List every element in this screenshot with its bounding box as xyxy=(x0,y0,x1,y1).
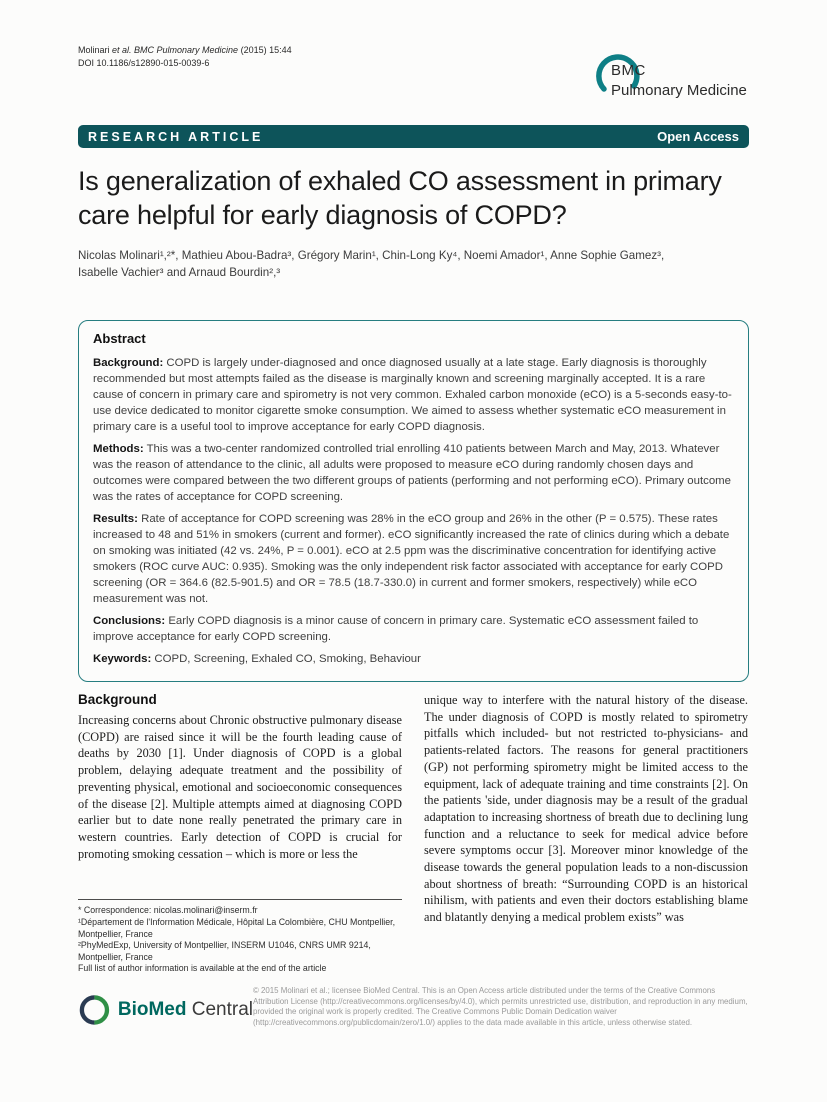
author-info-note: Full list of author information is available at the end of the article xyxy=(78,963,327,974)
doi-line: DOI 10.1186/s12890-015-0039-6 xyxy=(78,58,210,68)
footnotes-block xyxy=(78,899,402,975)
abstract-box xyxy=(78,320,749,682)
abstract-conclusions xyxy=(93,613,734,645)
research-article-label: RESEARCH ARTICLE xyxy=(88,129,264,144)
abstract-heading: Abstract xyxy=(93,331,146,346)
biomed-word: BioMed xyxy=(117,999,187,1020)
copyright-text: © 2015 Molinari et al.; licensee BioMed Central. This is an Open Access article distributed under the terms of the Creative Commons Attribution License (http://creativecommons.org/licenses/by/4.0), which permits unrestricted use, distribution, and reproduction in any medium, provided the original work is properly credited. The Creative Commons Public Domain Dedication waiver (http://creativecommons.org/publicdomain/zero/1.0/) applies to the data made available in this article, unless otherwise stated. xyxy=(253,986,748,1027)
left-column xyxy=(78,692,402,975)
biomed-central-logo xyxy=(78,984,253,1029)
abstract-conclusions-label: Conclusions: xyxy=(93,615,166,627)
citation-line xyxy=(78,44,292,57)
bmc-logo-journal-name: Pulmonary Medicine xyxy=(611,82,747,99)
authors-line-1: Nicolas Molinari¹,²*, Mathieu Abou-Badra³, Grégory Marin¹, Chin-Long Ky⁴, Noemi Amador¹, Anne Sophie Gamez³, xyxy=(78,249,665,262)
biomed-central-wordmark xyxy=(118,991,253,1029)
abstract-conclusions-text: Early COPD diagnosis is a minor cause of concern in primary care. Systematic eCO assessment failed to improve acceptance for early COPD screening. xyxy=(93,615,699,643)
footnote-divider xyxy=(78,899,402,900)
abstract-keywords-text: COPD, Screening, Exhaled CO, Smoking, Behaviour xyxy=(151,653,421,665)
abstract-background-text: COPD is largely under-diagnosed and once diagnosed usually at a late stage. Early diagnosis is thoroughly recommended but most attempts failed as the disease is marginally known and screening marginally accepted. It is a rare cause of concern in primary care and spirometry is not very common. Exhaled carbon monoxide (eCO) is a 5-seconds easy-to-use device dedicated to monitor cigarette smoke consumption. We aimed to assess whether systematic eCO measurement in primary care is a useful tool to improve acceptance for early COPD diagnosis. xyxy=(93,357,732,433)
biomed-ring-icon xyxy=(78,991,111,1029)
article-type-banner xyxy=(78,125,749,148)
abstract-keywords xyxy=(93,651,734,667)
central-word: Central xyxy=(186,999,253,1020)
affiliation-1: ¹Département de l'Information Médicale, Hôpital La Colombière, CHU Montpellier, Montpellier, France xyxy=(78,917,396,939)
affiliation-2: ²PhyMedExp, University of Montpellier, INSERM U1046, CNRS UMR 9214, Montpellier, France xyxy=(78,940,371,962)
citation-volume: (2015) 15:44 xyxy=(238,45,292,55)
background-section-heading: Background xyxy=(78,692,157,707)
page-footer xyxy=(78,984,749,1029)
body-paragraph-right: unique way to interfere with the natural history of the disease. The under diagnosis of COPD is mostly related to spirometry pitfalls which included- but not restricted to-physicians- and patients-related factors. The reasons for general practitioners (GP) not performing spirometry might be limited access to the equipment, lack of adequate training and time constraints [2]. On the patients 'side, under diagnosis may be a result of the gradual adaptation to increasing shortness of breath due to declining lung function and a reluctance to seek for medical advice before severe symptoms occur [3]. Moreover minor knowledge of the disease towards the general population leads to a non-discussion about shortness of breath: “Surrounding COPD is an historical nihilism, with patients and even their doctors establishing blame and blatantly denying a medical problem exists” was xyxy=(424,693,748,925)
bmc-journal-logo xyxy=(593,46,753,104)
article-title: Is generalization of exhaled CO assessment in primary care helpful for early diagnosis of COPD? xyxy=(78,166,722,230)
body-columns xyxy=(78,692,749,975)
citation-author: Molinari xyxy=(78,45,113,55)
right-column xyxy=(424,692,748,975)
background-paragraph: Increasing concerns about Chronic obstructive pulmonary disease (COPD) are raised since it will be the fourth leading cause of deaths by 2030 [1]. Under diagnosis of COPD is a global problem, delaying adequate treatment and the possibility of preventing physical, emotional and socioeconomic consequences of the disease [2]. Multiple attempts aimed at diagnosing COPD earlier but to date none really penetrated the primary care in western countries. Early detection of COPD is crucial for promoting smoking cessation – which is more or less the xyxy=(78,713,402,861)
abstract-results-text: Rate of acceptance for COPD screening was 28% in the eCO group and 26% in the other (P = 0.575). These rates increased to 48 and 51% in smokers (current and former). eCO significantly increased the rate of clinics during which a debate on smoking was initiated (42 vs. 24%, P = 0.001). eCO at 2.5 ppm was the discriminative concentration for identifying active smokers (ROC curve AUC: 0.935). Smoking was the only independent risk factor associated with acceptance for early COPD screening (OR = 364.6 (82.5-901.5) and OR = 78.5 (18.7-330.0) in current and former smokers, respectively) while eCO measurement was not. xyxy=(93,513,730,605)
abstract-keywords-label: Keywords: xyxy=(93,653,152,665)
abstract-results xyxy=(93,511,734,607)
correspondence-note: * Correspondence: nicolas.molinari@inserm.fr xyxy=(78,905,258,916)
masthead-citation xyxy=(78,44,292,70)
abstract-results-label: Results: xyxy=(93,513,138,525)
abstract-methods xyxy=(93,441,734,505)
abstract-background-label: Background: xyxy=(93,357,164,369)
abstract-methods-text: This was a two-center randomized controlled trial enrolling 410 patients between March and May, 2013. Whatever was the reason of attendance to the clinic, all adults were proposed to measure eCO during randomly chosen days and outcomes were compared between the two different groups of patients (performing and not performing eCO). Primary outcome was the rates of acceptance for COPD screening. xyxy=(93,443,731,503)
bmc-logo-acronym: BMC xyxy=(611,62,646,79)
abstract-methods-label: Methods: xyxy=(93,443,144,455)
open-access-label: Open Access xyxy=(657,129,739,144)
citation-journal: et al. BMC Pulmonary Medicine xyxy=(112,45,239,55)
authors-line-2: Isabelle Vachier³ and Arnaud Bourdin²,³ xyxy=(78,266,281,279)
authors-line xyxy=(78,247,749,281)
abstract-background xyxy=(93,355,734,435)
